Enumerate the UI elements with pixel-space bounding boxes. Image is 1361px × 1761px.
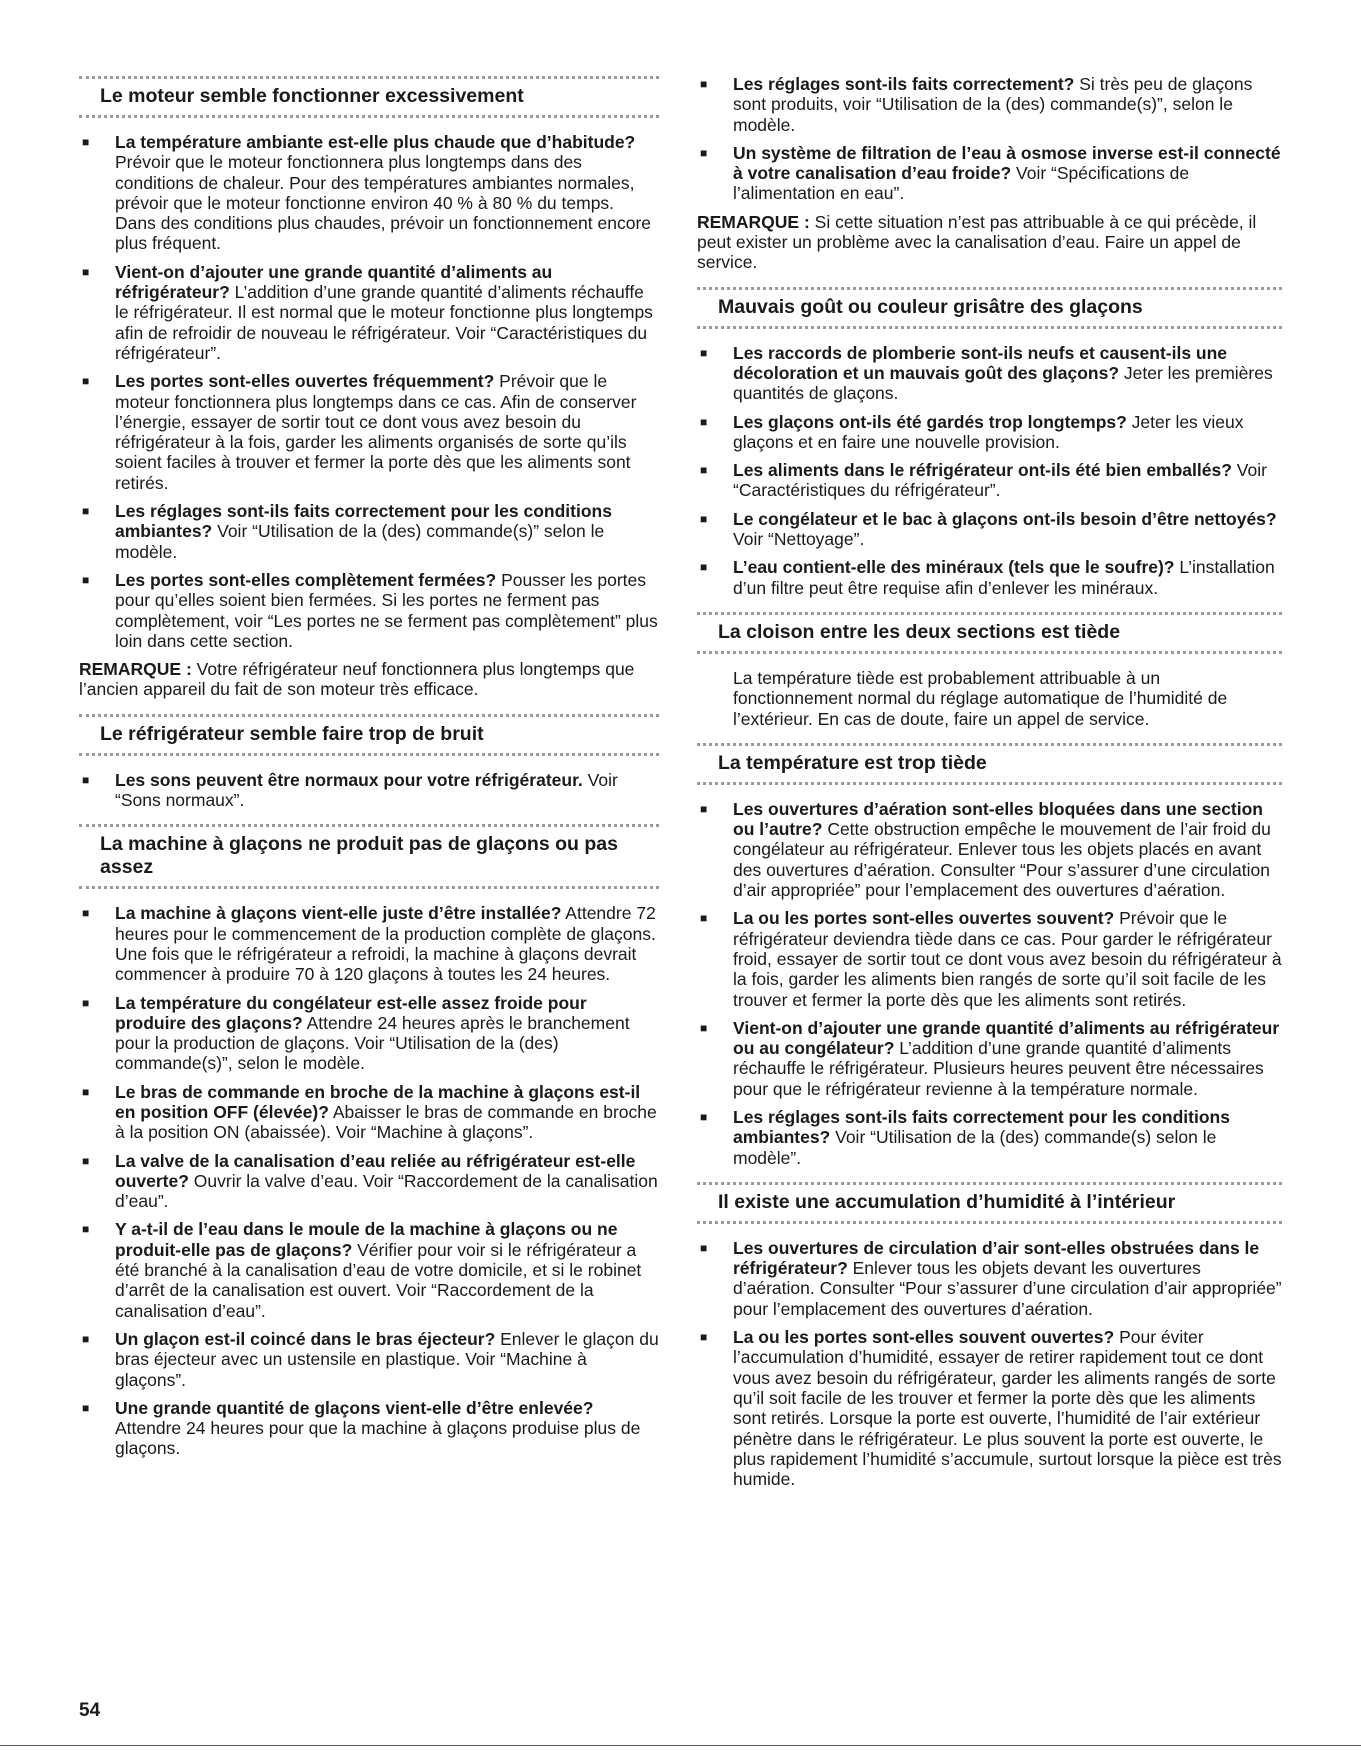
list-item [79, 262, 659, 363]
note-label: REMARQUE : [697, 211, 810, 232]
answer: Attendre 72 heures pour le commencement de la production complète de glaçons. Une fois que le réfrigérateur a refroidi, la machine à glaçons devrait commencer à produire 70 à 120 glaçons à toutes les 24 heures. [115, 903, 656, 985]
question: Les glaçons ont-ils été gardés trop longtemps? [733, 411, 1127, 432]
bullet-icon: ■ [700, 560, 708, 575]
note-text: Votre réfrigérateur neuf fonctionnera plus longtemps que l’ancien appareil du fait de son moteur très efficace. [79, 659, 635, 700]
note-text: Si cette situation n’est pas attribuable à ce qui précède, il peut exister un problème avec la canalisation d’eau. Faire un appel de service. [697, 211, 1257, 273]
list-item [697, 143, 1282, 204]
question: La machine à glaçons vient-elle juste d’être installée? [115, 903, 562, 924]
note [79, 659, 659, 700]
section-header [79, 714, 659, 756]
bullet-icon: ■ [82, 1153, 90, 1168]
list-item [79, 570, 659, 651]
right-column [697, 74, 1282, 1503]
list-item [79, 993, 659, 1074]
question: Les raccords de plomberie sont-ils neufs et causent-ils une décoloration et un mauvais goût des glaçons? [733, 342, 1228, 383]
question: Le bras de commande en broche de la machine à glaçons est-il en position OFF (élevée)? [115, 1081, 641, 1122]
list-item [79, 1398, 659, 1459]
question: Les réglages sont-ils faits correctement pour les conditions ambiantes? [733, 1106, 1230, 1148]
answer: Prévoir que le réfrigérateur deviendra tiède dans ce cas. Pour garder le réfrigérateur froid, essayer de sortir tout ce dont vous avez besoin du réfrigérateur à la fois, garder les aliments bien rangés de sorte qu’il soit facile de les trouver et fermer la porte dès que les aliments sont retirés. [733, 908, 1282, 1010]
answer: Voir “Utilisation de la (des) commande(s)” selon le modèle. [115, 521, 605, 562]
bullet-icon: ■ [82, 504, 90, 519]
bullet-icon: ■ [82, 1084, 90, 1099]
bullet-icon: ■ [700, 414, 708, 429]
section-header [79, 76, 659, 118]
bullet-icon: ■ [700, 911, 708, 926]
answer: Ouvrir la valve d’eau. Voir “Raccordement de la canalisation d’eau”. [115, 1170, 658, 1212]
list-item [697, 1107, 1282, 1168]
bullet-icon: ■ [700, 145, 708, 160]
answer: L’addition d’une grande quantité d’aliments réchauffe le réfrigérateur. Plusieurs heures peuvent être nécessaires pour que le réfrigérateur revienne à la température normale. [733, 1038, 1264, 1099]
question: Une grande quantité de glaçons vient-elle d’être enlevée? [115, 1397, 594, 1418]
bullet-icon: ■ [82, 1400, 90, 1415]
bullet-icon: ■ [82, 772, 90, 787]
answer: Voir “Spécifications de l’alimentation en eau”. [733, 163, 1190, 204]
list-item [79, 371, 659, 493]
list-item [79, 1082, 659, 1143]
note [697, 212, 1282, 273]
list-item [79, 1219, 659, 1320]
list-item [697, 908, 1282, 1009]
section-title: Il existe une accumulation d’humidité à l’intérieur [718, 1190, 1176, 1213]
question: Y a-t-il de l’eau dans le moule de la machine à glaçons ou ne produit-elle pas de glaçons? [115, 1219, 618, 1260]
answer: Cette obstruction empêche le mouvement de l’air froid du congélateur au réfrigérateur. Enlever tous les objets placés en avant des ouvertures d’aération. Consulter “Pour s’assurer d’une circulation d’air appropriée” pour l’emplacement des ouvertures d’aération. [733, 819, 1271, 901]
question: La ou les portes sont-elles souvent ouvertes? [733, 1327, 1115, 1348]
question: Vient-on d’ajouter une grande quantité d’aliments au réfrigérateur ou au congélateur? [733, 1017, 1280, 1059]
list-item [79, 1151, 659, 1212]
section-temperature-warm [697, 743, 1282, 1168]
question: Les réglages sont-ils faits correctement? [733, 74, 1075, 94]
question: Un système de filtration de l’eau à osmose inverse est-il connecté à votre canalisation d’eau froide? [733, 142, 1281, 184]
question: La température du congélateur est-elle assez froide pour produire des glaçons? [115, 992, 587, 1033]
answer: Voir “Caractéristiques du réfrigérateur”. [733, 460, 1267, 501]
answer: Attendre 24 heures après le branchement pour la production de glaçons. Voir “Utilisation de la (des) commande(s)”, selon le modèle. [115, 1012, 630, 1074]
answer: Abaisser le bras de commande en broche à la position ON (abaissée). Voir “Machine à glaçons”. [115, 1101, 657, 1143]
list-item [79, 770, 659, 811]
answer: Prévoir que le moteur fonctionnera plus longtemps dans des conditions de chaleur. Pour des températures ambiantes normales, prévoir que le moteur fonctionne environ 40 % à 80 % du temps. Dans des conditions plus chaudes, prévoir un fonctionnement encore plus fréquent. [115, 152, 652, 254]
bullet-icon: ■ [700, 1020, 708, 1035]
section-title: Mauvais goût ou couleur grisâtre des glaçons [718, 295, 1143, 318]
bullet-icon: ■ [700, 801, 708, 816]
question: Les portes sont-elles complètement fermées? [115, 569, 497, 590]
list-item [697, 1327, 1282, 1489]
list-item [697, 509, 1282, 550]
section-moisture [697, 1182, 1282, 1490]
answer: Attendre 24 heures pour que la machine à glaçons produise plus de glaçons. [115, 1418, 641, 1459]
paragraph: La température tiède est probablement attribuable à un fonctionnement normal du réglage automatique de l’humidité de l’extérieur. En cas de doute, faire un appel de service. [733, 667, 1228, 729]
bullet-icon: ■ [82, 995, 90, 1010]
answer: Voir “Utilisation de la (des) commande(s) selon le modèle”. [733, 1127, 1217, 1168]
list-item [697, 343, 1282, 404]
bullet-icon: ■ [700, 463, 708, 478]
question: Les portes sont-elles ouvertes fréquemment? [115, 371, 495, 392]
question: L’eau contient-elle des minéraux (tels que le soufre)? [733, 557, 1175, 578]
question: La ou les portes sont-elles ouvertes souvent? [733, 908, 1115, 929]
section-motor-runs-too-much [79, 76, 659, 700]
question: Les aliments dans le réfrigérateur ont-ils été bien emballés? [733, 460, 1232, 481]
bullet-icon: ■ [700, 1240, 708, 1255]
bullet-icon: ■ [700, 345, 708, 360]
answer: Enlever le glaçon du bras éjecteur avec un ustensile en plastique. Voir “Machine à glaçons”. [115, 1328, 659, 1390]
section-header [697, 612, 1282, 654]
note-label: REMARQUE : [79, 659, 192, 680]
list-item [697, 460, 1282, 501]
list-item [697, 74, 1282, 135]
section-ice-taste [697, 287, 1282, 598]
answer: Jeter les vieux glaçons et en faire une nouvelle provision. [733, 411, 1244, 452]
bullet-icon: ■ [82, 906, 90, 921]
section-title: Le réfrigérateur semble faire trop de bruit [100, 722, 484, 745]
section-title: La cloison entre les deux sections est tiède [718, 620, 1121, 643]
section-noise [79, 714, 659, 811]
list-item [697, 1238, 1282, 1319]
list-item [697, 412, 1282, 453]
bullet-icon: ■ [82, 1222, 90, 1237]
answer: Pour éviter l’accumulation d’humidité, essayer de retirer rapidement tout ce dont vous avez besoin du réfrigérateur, garder les aliments rangés de sorte qu’il soit facile de les trouver et fermer la porte dès que les aliments sont retirés. Lorsque la porte est ouverte, l’humidité de l’air extérieur pénètre dans le réfrigérateur. Le plus souvent la porte est ouverte, le plus rapidement l’humidité s’accumule, surtout lorsque la pièce est très humide. [733, 1327, 1282, 1490]
question: Vient-on d’ajouter une grande quantité d’aliments au réfrigérateur? [115, 261, 553, 303]
answer: Enlever tous les objets devant les ouvertures d’aération. Consulter “Pour s’assurer d’une circulation d’air appropriée” pour l’emplacement des ouvertures d’aération. [733, 1258, 1282, 1319]
bullet-icon: ■ [82, 1331, 90, 1346]
bullet-icon: ■ [82, 572, 90, 587]
list-item [79, 132, 659, 254]
section-header [697, 1182, 1282, 1224]
answer: L’addition d’une grande quantité d’aliments réchauffe le réfrigérateur. Il est normal que le moteur fonctionne plus longtemps afin de refroidir de nouveau le réfrigérateur. Voir “Caractéristiques du réfrigérateur”. [115, 282, 653, 363]
section-header [697, 743, 1282, 785]
bullet-icon: ■ [82, 264, 90, 279]
question: Le congélateur et le bac à glaçons ont-ils besoin d’être nettoyés? [733, 508, 1277, 529]
question: Un glaçon est-il coincé dans le bras éjecteur? [115, 1328, 496, 1349]
section-title: Le moteur semble fonctionner excessivement [100, 85, 524, 107]
answer: Voir “Nettoyage”. [733, 529, 865, 550]
list-item [697, 1018, 1282, 1099]
section-ice-maker [79, 824, 659, 1458]
answer: L’installation d’un filtre peut être requise afin d’enlever les minéraux. [733, 557, 1275, 598]
bullet-icon: ■ [700, 77, 708, 91]
section-header [697, 287, 1282, 329]
answer: Si très peu de glaçons sont produits, voir “Utilisation de la (des) commande(s)”, selon le modèle. [733, 74, 1253, 135]
list-item [79, 903, 659, 984]
answer: Pousser les portes pour qu’elles soient bien fermées. Si les portes ne ferment pas complètement, voir “Les portes ne se ferment pas complètement” plus loin dans cette section. [115, 569, 658, 651]
section-divider-warm [697, 612, 1282, 729]
list-item [79, 501, 659, 562]
answer: Jeter les premières quantités de glaçons. [733, 362, 1273, 404]
section-title: La température est trop tiède [718, 751, 987, 774]
section-header [79, 824, 659, 889]
bullet-icon: ■ [700, 1330, 708, 1345]
page-number: 54 [79, 1700, 101, 1721]
list-item [79, 1329, 659, 1390]
question: Les réglages sont-ils faits correctement pour les conditions ambiantes? [115, 501, 612, 542]
bullet-icon: ■ [82, 374, 90, 389]
question: Les ouvertures d’aération sont-elles bloquées dans une section ou l’autre? [733, 798, 1263, 840]
answer: Prévoir que le moteur fonctionnera plus longtemps dans ce cas. Afin de conserver l’énergie, essayer de sortir tout ce dont vous avez besoin du réfrigérateur à la fois, garder les aliments organisés de sorte qu’ils soient faciles à trouver et fermer la porte dès que les aliments sont retirés. [115, 371, 637, 493]
bullet-icon: ■ [82, 135, 90, 149]
question: La valve de la canalisation d’eau reliée au réfrigérateur est-elle ouverte? [115, 1150, 636, 1191]
section-title: La machine à glaçons ne produit pas de glaçons ou pas assez [100, 833, 618, 879]
question: Les sons peuvent être normaux pour votre réfrigérateur. [115, 769, 583, 790]
question: Les ouvertures de circulation d’air sont-elles obstruées dans le réfrigérateur? [733, 1237, 1260, 1279]
question: La température ambiante est-elle plus chaude que d’habitude? [115, 132, 636, 152]
list-item [697, 557, 1282, 598]
answer: Vérifier pour voir si le réfrigérateur a été branché à la canalisation d’eau de votre domicile, et si le robinet d’arrêt de la canalisation est ouvert. Voir “Raccordement de la canalisation d’eau”. [115, 1239, 642, 1321]
left-column [79, 76, 659, 1473]
bullet-icon: ■ [700, 511, 708, 526]
bullet-icon: ■ [700, 1109, 708, 1124]
section-ice-maker-continued [697, 74, 1282, 273]
answer: Voir “Sons normaux”. [115, 769, 618, 811]
list-item [697, 799, 1282, 900]
footer-rule [0, 1745, 1361, 1746]
